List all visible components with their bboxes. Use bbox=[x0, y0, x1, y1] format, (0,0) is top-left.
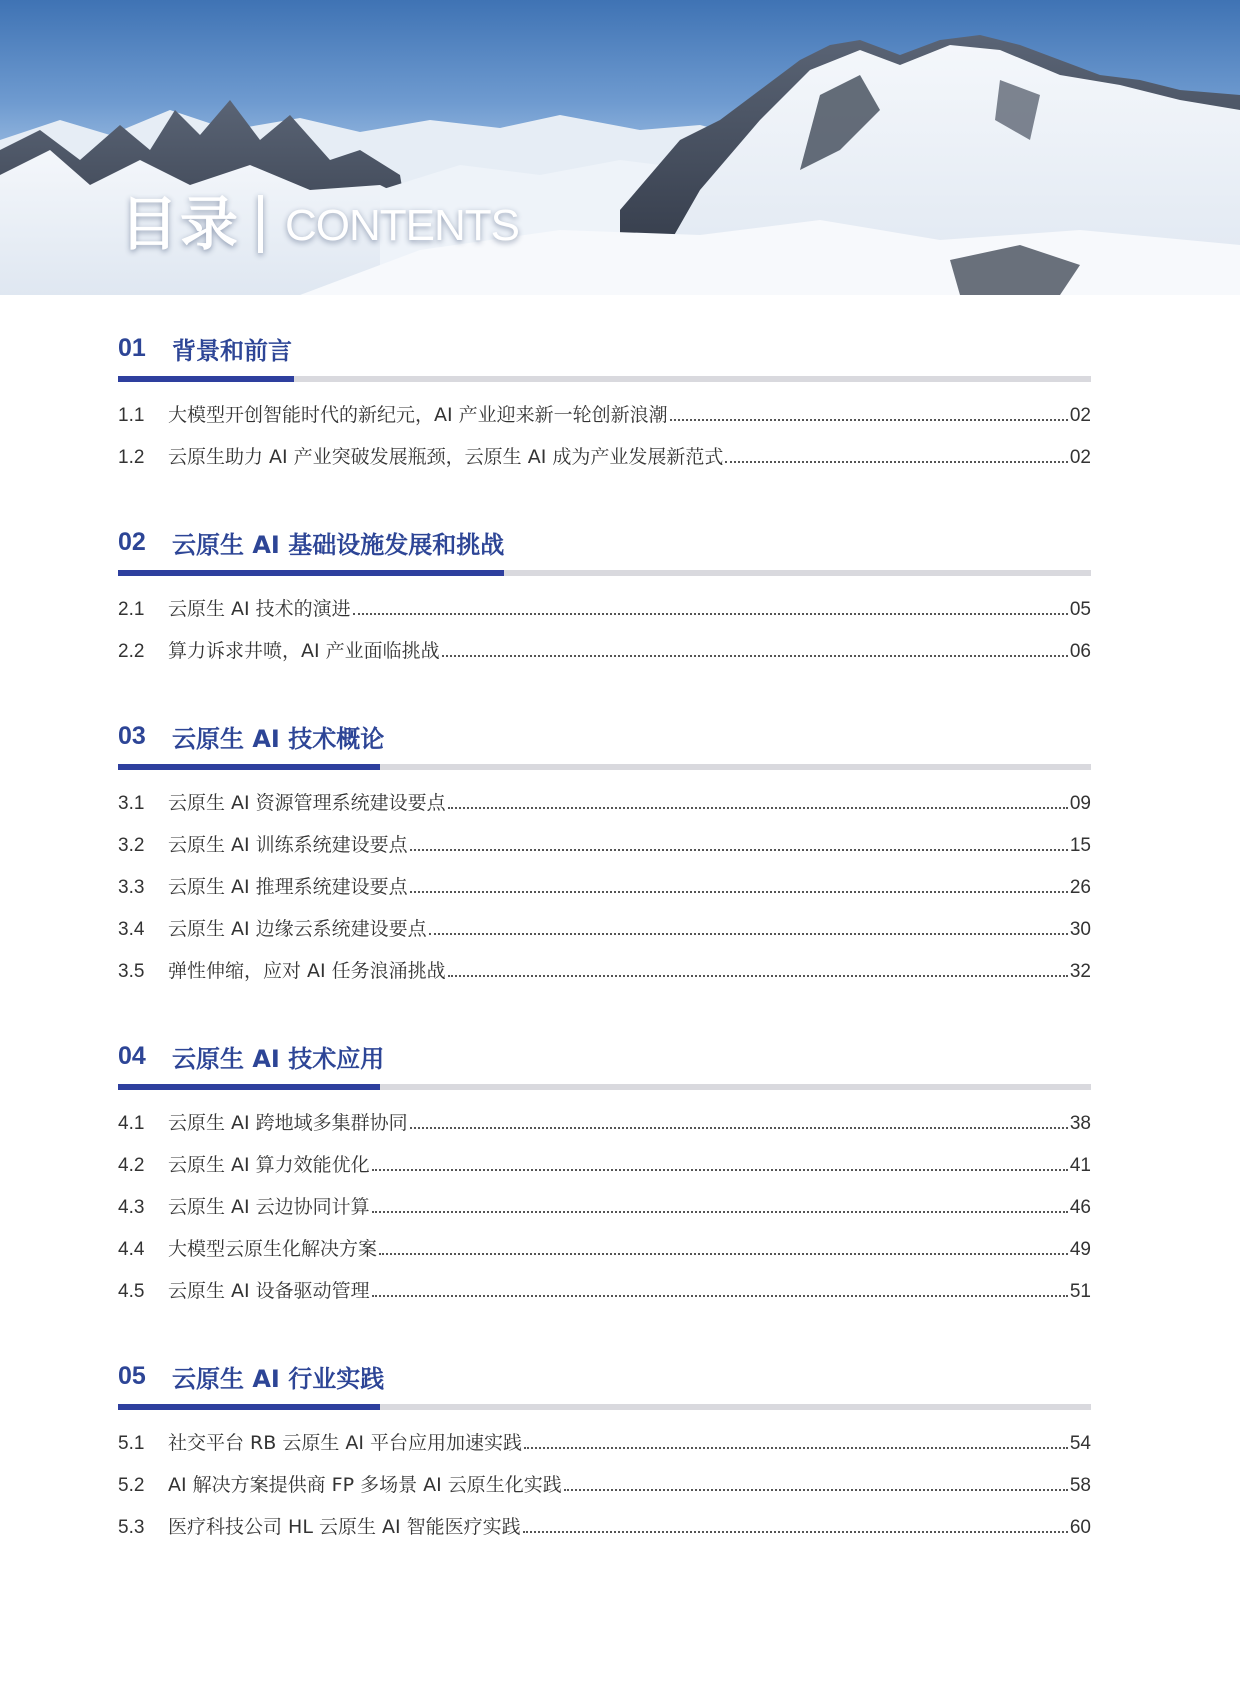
section-title: 云原生 AI 基础设施发展和挑战 bbox=[172, 530, 505, 559]
toc-entry[interactable] bbox=[118, 956, 1091, 998]
section-number: 05 bbox=[118, 1361, 146, 1390]
section-rule-accent bbox=[118, 570, 504, 576]
section-rule-accent bbox=[118, 764, 380, 770]
section-heading[interactable] bbox=[118, 1028, 1091, 1084]
toc-section-04 bbox=[118, 1028, 1091, 1318]
entry-page: 60 bbox=[1069, 1517, 1091, 1538]
entry-page: 15 bbox=[1069, 835, 1091, 856]
entry-page: 02 bbox=[1069, 447, 1091, 468]
toc-section-02 bbox=[118, 514, 1091, 678]
section-heading[interactable] bbox=[118, 708, 1091, 764]
entry-page: 05 bbox=[1069, 599, 1091, 620]
toc-entry[interactable] bbox=[118, 1150, 1091, 1192]
dot-leader bbox=[429, 932, 1068, 935]
section-rule bbox=[118, 570, 1091, 576]
toc-entry[interactable] bbox=[118, 1470, 1091, 1512]
entry-title: 云原生 AI 算力效能优化 bbox=[168, 1154, 370, 1176]
section-title: 云原生 AI 技术应用 bbox=[172, 1044, 385, 1073]
header-banner bbox=[0, 0, 1240, 295]
toc-entry[interactable] bbox=[118, 1276, 1091, 1318]
toc-section-03 bbox=[118, 708, 1091, 998]
entry-number: 3.1 bbox=[118, 793, 145, 814]
entry-number: 4.2 bbox=[118, 1155, 145, 1176]
toc-entry[interactable] bbox=[118, 400, 1091, 442]
entry-number: 1.1 bbox=[118, 405, 145, 426]
toc-entry[interactable] bbox=[118, 1234, 1091, 1276]
dot-leader bbox=[372, 1294, 1068, 1297]
section-rule-accent bbox=[118, 376, 294, 382]
toc-entry[interactable] bbox=[118, 872, 1091, 914]
section-number: 01 bbox=[118, 333, 146, 362]
section-gap bbox=[118, 484, 1091, 514]
section-rule bbox=[118, 1404, 1091, 1410]
entry-title: 大模型云原生化解决方案 bbox=[168, 1238, 378, 1260]
title-english: CONTENTS bbox=[285, 201, 520, 250]
toc-entry[interactable] bbox=[118, 1192, 1091, 1234]
section-heading[interactable] bbox=[118, 514, 1091, 570]
entry-number: 4.5 bbox=[118, 1281, 145, 1302]
section-rule-accent bbox=[118, 1084, 380, 1090]
dot-leader bbox=[448, 806, 1068, 809]
toc-entry[interactable] bbox=[118, 636, 1091, 678]
entry-title: 云原生 AI 边缘云系统建设要点 bbox=[168, 918, 427, 940]
toc-entry[interactable] bbox=[118, 788, 1091, 830]
entry-title: 医疗科技公司 HL 云原生 AI 智能医疗实践 bbox=[168, 1516, 521, 1538]
entry-number: 4.3 bbox=[118, 1197, 145, 1218]
toc-section-01 bbox=[118, 320, 1091, 484]
dot-leader bbox=[410, 848, 1068, 851]
toc-entry[interactable] bbox=[118, 914, 1091, 956]
toc-entry[interactable] bbox=[118, 442, 1091, 484]
entry-number: 2.1 bbox=[118, 599, 145, 620]
entry-number: 5.3 bbox=[118, 1517, 145, 1538]
page-title bbox=[120, 188, 519, 260]
entry-page: 30 bbox=[1069, 919, 1091, 940]
entry-page: 09 bbox=[1069, 793, 1091, 814]
dot-leader bbox=[410, 1126, 1068, 1129]
dot-leader bbox=[448, 974, 1068, 977]
section-rule bbox=[118, 764, 1091, 770]
entry-number: 5.1 bbox=[118, 1433, 145, 1454]
section-rule bbox=[118, 1084, 1091, 1090]
entry-number: 3.5 bbox=[118, 961, 145, 982]
entry-number: 3.3 bbox=[118, 877, 145, 898]
entry-number: 4.1 bbox=[118, 1113, 145, 1134]
dot-leader bbox=[523, 1530, 1068, 1533]
dot-leader bbox=[353, 612, 1068, 615]
entry-page: 32 bbox=[1069, 961, 1091, 982]
entry-number: 4.4 bbox=[118, 1239, 145, 1260]
entry-page: 38 bbox=[1069, 1113, 1091, 1134]
section-number: 02 bbox=[118, 527, 146, 556]
dot-leader bbox=[372, 1210, 1068, 1213]
entry-page: 51 bbox=[1069, 1281, 1091, 1302]
dot-leader bbox=[670, 418, 1068, 421]
dot-leader bbox=[524, 1446, 1068, 1449]
entry-page: 02 bbox=[1069, 405, 1091, 426]
entry-title: 算力诉求井喷，AI 产业面临挑战 bbox=[168, 640, 440, 662]
toc-section-05 bbox=[118, 1348, 1091, 1554]
entry-title: 云原生 AI 设备驱动管理 bbox=[168, 1280, 370, 1302]
entry-number: 2.2 bbox=[118, 641, 145, 662]
entry-title: 弹性伸缩，应对 AI 任务浪涌挑战 bbox=[168, 960, 446, 982]
entry-number: 3.4 bbox=[118, 919, 145, 940]
dot-leader bbox=[725, 460, 1067, 463]
section-gap bbox=[118, 1318, 1091, 1348]
section-rule-accent bbox=[118, 1404, 380, 1410]
entry-title: 云原生 AI 推理系统建设要点 bbox=[168, 876, 408, 898]
entry-title: 云原生助力 AI 产业突破发展瓶颈，云原生 AI 成为产业发展新范式 bbox=[168, 446, 724, 468]
section-gap bbox=[118, 678, 1091, 708]
toc-entry[interactable] bbox=[118, 1428, 1091, 1470]
entry-page: 41 bbox=[1069, 1155, 1091, 1176]
title-divider bbox=[258, 195, 263, 253]
dot-leader bbox=[379, 1252, 1068, 1255]
entry-title: 云原生 AI 资源管理系统建设要点 bbox=[168, 792, 446, 814]
entry-number: 3.2 bbox=[118, 835, 145, 856]
entry-page: 06 bbox=[1069, 641, 1091, 662]
entry-title: 社交平台 RB 云原生 AI 平台应用加速实践 bbox=[168, 1432, 522, 1454]
table-of-contents bbox=[118, 320, 1091, 1554]
entry-page: 26 bbox=[1069, 877, 1091, 898]
toc-entry[interactable] bbox=[118, 830, 1091, 872]
entry-title: 云原生 AI 云边协同计算 bbox=[168, 1196, 370, 1218]
section-title: 云原生 AI 行业实践 bbox=[172, 1364, 385, 1393]
toc-entry[interactable] bbox=[118, 1108, 1091, 1150]
dot-leader bbox=[410, 890, 1068, 893]
entry-number: 1.2 bbox=[118, 447, 145, 468]
entry-title: 云原生 AI 跨地域多集群协同 bbox=[168, 1112, 408, 1134]
entry-page: 46 bbox=[1069, 1197, 1091, 1218]
section-title: 背景和前言 bbox=[172, 336, 292, 365]
toc-entry[interactable] bbox=[118, 594, 1091, 636]
entry-number: 5.2 bbox=[118, 1475, 145, 1496]
toc-entry[interactable] bbox=[118, 1512, 1091, 1554]
entry-title: AI 解决方案提供商 FP 多场景 AI 云原生化实践 bbox=[168, 1474, 562, 1496]
section-number: 04 bbox=[118, 1041, 146, 1070]
dot-leader bbox=[564, 1488, 1068, 1491]
entry-title: 云原生 AI 技术的演进 bbox=[168, 598, 351, 620]
entry-page: 54 bbox=[1069, 1433, 1091, 1454]
section-rule bbox=[118, 376, 1091, 382]
entry-title: 云原生 AI 训练系统建设要点 bbox=[168, 834, 408, 856]
section-gap bbox=[118, 998, 1091, 1028]
title-chinese: 目录 bbox=[120, 190, 241, 258]
section-title: 云原生 AI 技术概论 bbox=[172, 724, 385, 753]
section-heading[interactable] bbox=[118, 1348, 1091, 1404]
section-heading[interactable] bbox=[118, 320, 1091, 376]
entry-title: 大模型开创智能时代的新纪元，AI 产业迎来新一轮创新浪潮 bbox=[168, 404, 668, 426]
entry-page: 58 bbox=[1069, 1475, 1091, 1496]
dot-leader bbox=[442, 654, 1068, 657]
dot-leader bbox=[372, 1168, 1068, 1171]
section-number: 03 bbox=[118, 721, 146, 750]
entry-page: 49 bbox=[1069, 1239, 1091, 1260]
